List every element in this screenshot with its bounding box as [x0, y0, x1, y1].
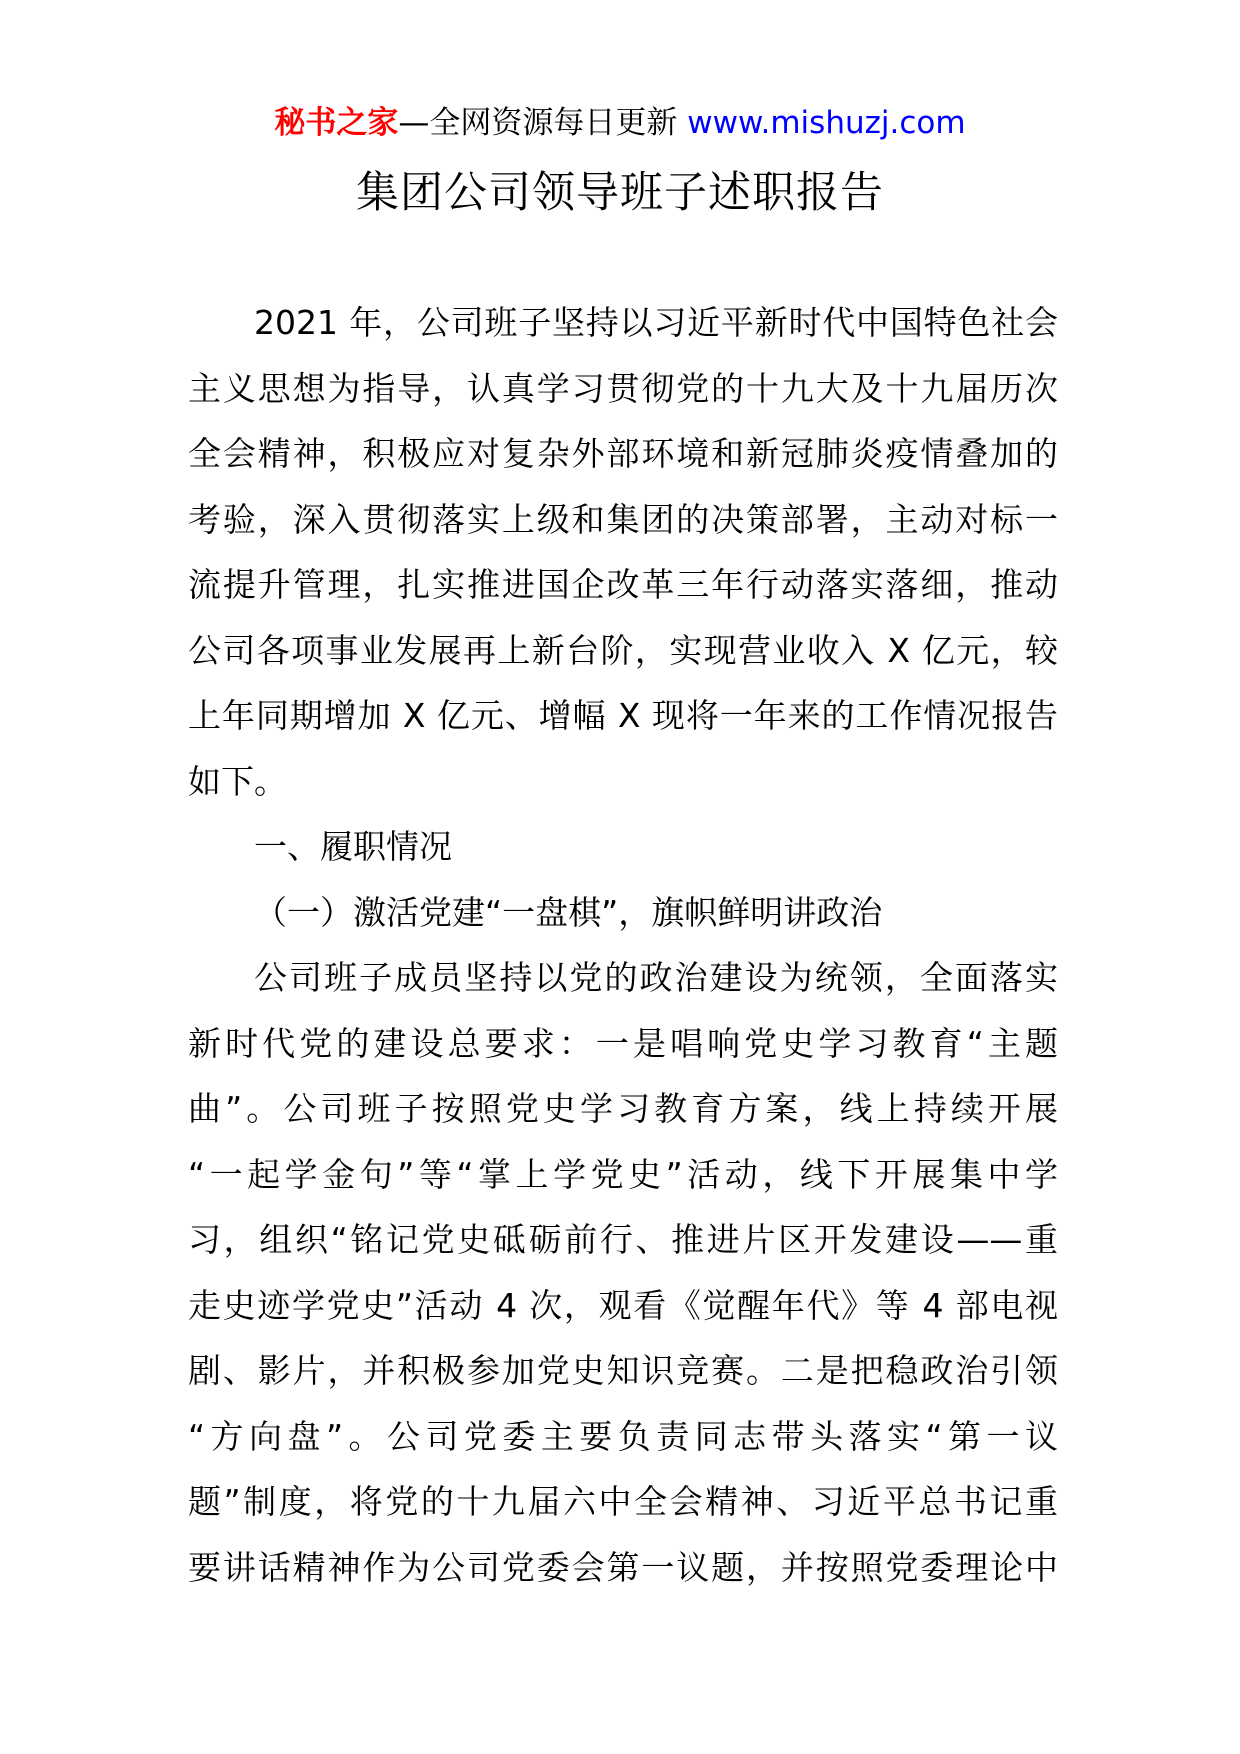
body-line: 走史迹学党史”活动 4 次，观看《觉醒年代》等 4 部电视: [188, 1285, 1058, 1325]
body-line: 要讲话精神作为公司党委会第一议题，并按照党委理论中: [188, 1547, 1058, 1587]
body-line: 习，组织“铭记党史砥砺前行、推进片区开发建设——重: [188, 1220, 1058, 1259]
body-line: 题”制度，将党的十九届六中全会精神、习近平总书记重: [188, 1482, 1058, 1521]
body-line: “方向盘”。公司党委主要负责同志带头落实“第一议: [188, 1416, 1058, 1456]
subsection-heading: （一）激活党建“一盘棋”，旗帜鲜明讲政治: [254, 892, 883, 932]
body-line: 考验，深入贯彻落实上级和集团的决策部署，主动对标一: [188, 499, 1058, 539]
body-line: 剧、影片，并积极参加党史知识竞赛。二是把稳政治引领: [188, 1351, 1058, 1390]
body-line: 流提升管理，扎实推进国企改革三年行动落实落细，推动: [188, 565, 1058, 604]
body-line: 公司班子成员坚持以党的政治建设为统领，全面落实: [254, 958, 1058, 997]
body-line: 公司各项事业发展再上新台阶，实现营业收入 X 亿元，较: [188, 630, 1058, 670]
body-line: 曲”。公司班子按照党史学习教育方案，线上持续开展: [188, 1089, 1058, 1128]
brand-name: 秘书之家: [274, 105, 399, 141]
body-line: 新时代党的建设总要求：一是唱响党史学习教育“主题: [188, 1023, 1058, 1063]
site-url-link[interactable]: www.mishuzj.com: [687, 105, 966, 141]
body-line: 上年同期增加 X 亿元、增幅 X 现将一年来的工作情况报告: [188, 696, 1058, 735]
body-line: 如下。: [188, 761, 287, 801]
body-line: “一起学金句”等“掌上学党史”活动，线下开展集中学: [188, 1154, 1058, 1194]
body-line: 主义思想为指导，认真学习贯彻党的十九大及十九届历次: [188, 368, 1058, 408]
header-slogan: —全网资源每日更新: [398, 105, 678, 141]
document-body: [188, 290, 1058, 1600]
document-title: 集团公司领导班子述职报告: [356, 168, 884, 218]
body-line: 2021 年，公司班子坚持以习近平新时代中国特色社会: [254, 303, 1058, 342]
section-heading: 一、履职情况: [254, 827, 452, 866]
site-header: [0, 100, 1240, 146]
body-line: 全会精神，积极应对复杂外部环境和新冠肺炎疫情叠加的: [188, 434, 1058, 473]
